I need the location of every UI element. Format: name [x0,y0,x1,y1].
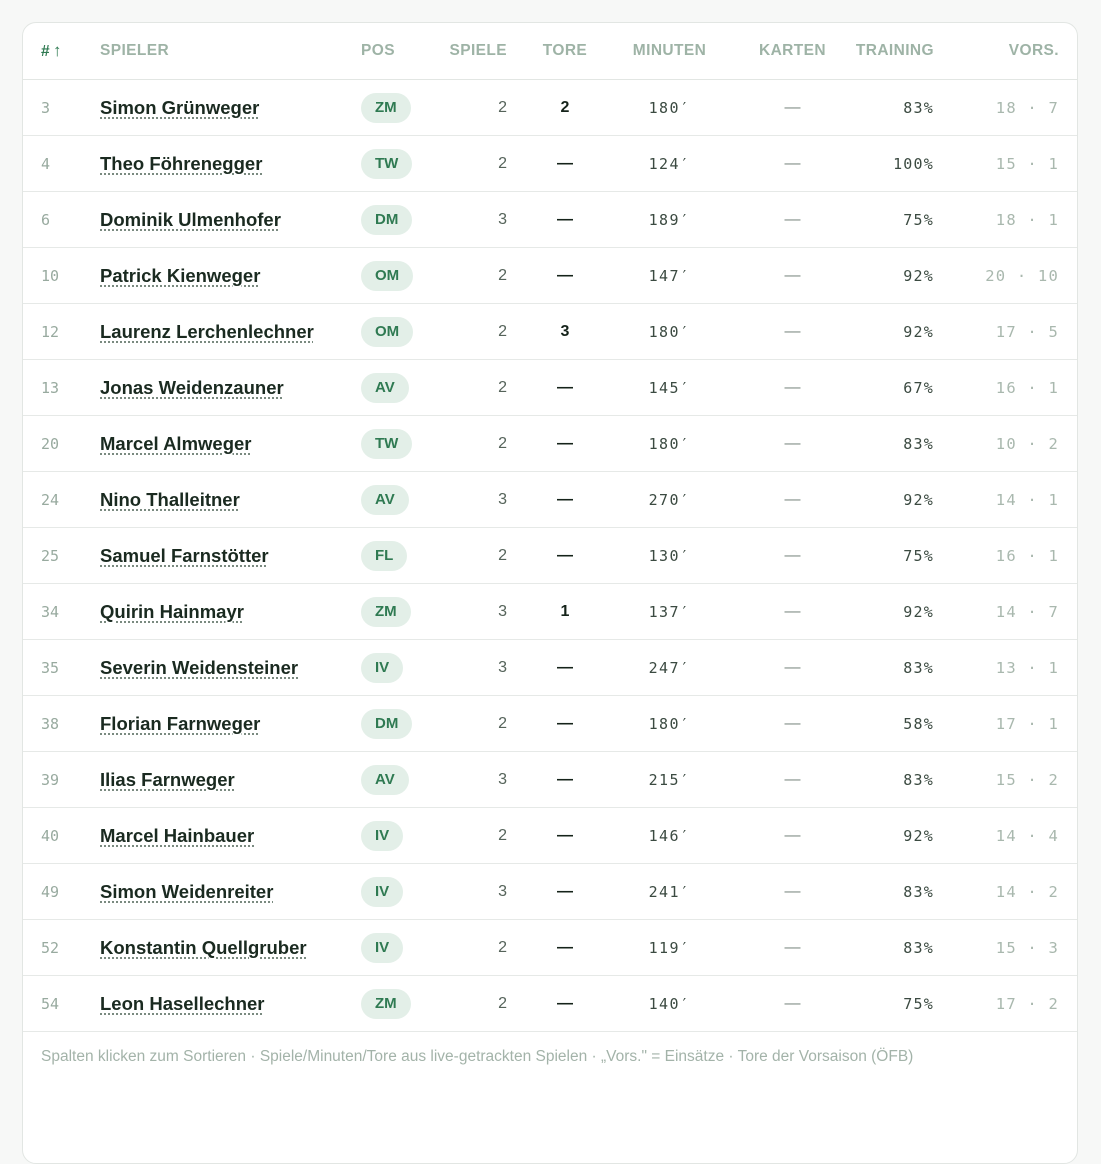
position-cell [361,416,439,472]
player-name-cell [100,640,361,696]
previous-season-stats: 15 · 3 [952,920,1077,976]
position-cell [361,360,439,416]
position-cell [361,920,439,976]
games-count: 2 [439,248,519,304]
position-badge: AV [361,765,409,795]
cards-count: — [728,584,833,640]
minutes-played: 147′ [611,248,728,304]
table-row[interactable] [23,584,1077,640]
minutes-played: 180′ [611,696,728,752]
previous-season-stats: 15 · 2 [952,752,1077,808]
table-row[interactable] [23,640,1077,696]
games-count: 2 [439,304,519,360]
player-number: 24 [23,472,100,528]
minutes-played: 189′ [611,192,728,248]
position-badge: OM [361,261,413,291]
player-number: 40 [23,808,100,864]
previous-season-stats: 18 · 1 [952,192,1077,248]
table-row[interactable] [23,696,1077,752]
games-count: 3 [439,864,519,920]
squad-stats-table [23,23,1077,1032]
table-header [23,23,1077,80]
goals-count: — [519,360,611,416]
table-row[interactable] [23,528,1077,584]
training-attendance: 92% [833,304,952,360]
player-name-link[interactable]: Laurenz Lerchenlechner [100,320,314,342]
previous-season-stats: 17 · 2 [952,976,1077,1032]
player-number: 3 [23,80,100,136]
player-name-link[interactable]: Marcel Almweger [100,432,252,454]
position-badge: AV [361,373,409,403]
player-name-link[interactable]: Dominik Ulmenhofer [100,208,281,230]
table-row[interactable] [23,416,1077,472]
player-number: 52 [23,920,100,976]
cards-count: — [728,248,833,304]
player-name-link[interactable]: Severin Weidensteiner [100,656,299,678]
previous-season-stats: 14 · 1 [952,472,1077,528]
player-name-cell [100,304,361,360]
previous-season-stats: 16 · 1 [952,360,1077,416]
player-name-cell [100,248,361,304]
table-row[interactable] [23,304,1077,360]
player-name-cell [100,864,361,920]
player-number: 54 [23,976,100,1032]
goals-count: — [519,528,611,584]
training-attendance: 92% [833,248,952,304]
table-row[interactable] [23,360,1077,416]
goals-count: — [519,752,611,808]
games-count: 2 [439,976,519,1032]
goals-count: — [519,864,611,920]
minutes-played: 180′ [611,304,728,360]
games-count: 2 [439,528,519,584]
minutes-played: 215′ [611,752,728,808]
player-number: 34 [23,584,100,640]
position-badge: FL [361,541,407,571]
table-row[interactable] [23,864,1077,920]
position-badge: IV [361,821,403,851]
position-badge: IV [361,877,403,907]
position-cell [361,304,439,360]
player-number: 10 [23,248,100,304]
previous-season-stats: 16 · 1 [952,528,1077,584]
header-cards[interactable]: KARTEN [728,23,833,80]
previous-season-stats: 14 · 2 [952,864,1077,920]
goals-count: — [519,248,611,304]
player-name-cell [100,976,361,1032]
training-attendance: 75% [833,528,952,584]
player-number: 13 [23,360,100,416]
position-cell [361,976,439,1032]
previous-season-stats: 15 · 1 [952,136,1077,192]
position-cell [361,640,439,696]
player-name-link[interactable]: Jonas Weidenzauner [100,376,284,398]
previous-season-stats: 10 · 2 [952,416,1077,472]
goals-count: — [519,696,611,752]
goals-count: — [519,640,611,696]
header-minutes[interactable]: MINUTEN [611,23,728,80]
table-footnote: Spalten klicken zum Sortieren · Spiele/Minuten/Tore aus live-getrackten Spielen · „Vors." = Einsätze · Tore der Vorsaison (ÖFB) [41,1048,914,1065]
training-attendance: 75% [833,192,952,248]
position-cell [361,696,439,752]
training-attendance: 92% [833,808,952,864]
games-count: 2 [439,80,519,136]
player-name-cell [100,528,361,584]
header-previous-season[interactable]: VORS. [952,23,1077,80]
player-number: 25 [23,528,100,584]
previous-season-stats: 13 · 1 [952,640,1077,696]
player-number: 39 [23,752,100,808]
player-name-link[interactable]: Ilias Farnweger [100,768,235,790]
player-number: 35 [23,640,100,696]
sort-ascending-icon: ↑ [53,41,62,60]
goals-count: — [519,136,611,192]
minutes-played: 247′ [611,640,728,696]
cards-count: — [728,864,833,920]
table-row[interactable] [23,752,1077,808]
minutes-played: 270′ [611,472,728,528]
squad-stats-card [22,22,1078,1164]
header-goals[interactable]: TORE [519,23,611,80]
player-number: 6 [23,192,100,248]
cards-count: — [728,136,833,192]
position-cell [361,584,439,640]
training-attendance: 83% [833,640,952,696]
table-row[interactable] [23,192,1077,248]
minutes-played: 180′ [611,416,728,472]
training-attendance: 92% [833,472,952,528]
cards-count: — [728,976,833,1032]
player-name-cell [100,752,361,808]
table-row[interactable] [23,80,1077,136]
games-count: 2 [439,920,519,976]
position-cell [361,864,439,920]
cards-count: — [728,808,833,864]
position-badge: TW [361,149,412,179]
position-cell [361,528,439,584]
position-badge: TW [361,429,412,459]
player-name-link[interactable]: Leon Hasellechner [100,992,265,1014]
cards-count: — [728,80,833,136]
training-attendance: 58% [833,696,952,752]
position-cell [361,248,439,304]
previous-season-stats: 17 · 5 [952,304,1077,360]
cards-count: — [728,752,833,808]
position-cell [361,192,439,248]
position-badge: ZM [361,93,411,123]
goals-count: — [519,808,611,864]
table-row[interactable] [23,920,1077,976]
cards-count: — [728,696,833,752]
goals-count: 3 [519,304,611,360]
goals-count: 1 [519,584,611,640]
previous-season-stats: 17 · 1 [952,696,1077,752]
training-attendance: 92% [833,584,952,640]
player-number: 20 [23,416,100,472]
minutes-played: 124′ [611,136,728,192]
player-name-link[interactable]: Simon Grünweger [100,96,260,118]
table-body [23,80,1077,1032]
position-badge: DM [361,709,412,739]
position-cell [361,752,439,808]
position-badge: DM [361,205,412,235]
games-count: 3 [439,752,519,808]
games-count: 2 [439,416,519,472]
player-name-cell [100,808,361,864]
cards-count: — [728,472,833,528]
goals-count: — [519,920,611,976]
games-count: 3 [439,640,519,696]
goals-count: — [519,192,611,248]
minutes-played: 145′ [611,360,728,416]
goals-count: 2 [519,80,611,136]
training-attendance: 67% [833,360,952,416]
player-name-link[interactable]: Marcel Hainbauer [100,824,255,846]
player-name-cell [100,416,361,472]
cards-count: — [728,304,833,360]
cards-count: — [728,528,833,584]
player-name-link[interactable]: Quirin Hainmayr [100,600,244,622]
minutes-played: 137′ [611,584,728,640]
previous-season-stats: 18 · 7 [952,80,1077,136]
games-count: 3 [439,584,519,640]
games-count: 2 [439,136,519,192]
player-name-link[interactable]: Nino Thalleitner [100,488,240,510]
player-name-cell [100,472,361,528]
header-number[interactable] [23,23,100,80]
player-name-link[interactable]: Simon Weidenreiter [100,880,274,902]
player-name-cell [100,80,361,136]
training-attendance: 75% [833,976,952,1032]
training-attendance: 83% [833,752,952,808]
games-count: 2 [439,696,519,752]
table-row[interactable] [23,472,1077,528]
position-cell [361,808,439,864]
minutes-played: 130′ [611,528,728,584]
header-training[interactable]: TRAINING [833,23,952,80]
goals-count: — [519,976,611,1032]
table-row[interactable] [23,248,1077,304]
player-name-cell [100,136,361,192]
cards-count: — [728,920,833,976]
previous-season-stats: 20 · 10 [952,248,1077,304]
player-name-link[interactable]: Patrick Kienweger [100,264,261,286]
training-attendance: 83% [833,920,952,976]
player-name-link[interactable]: Konstantin Quellgruber [100,936,307,958]
player-name-cell [100,696,361,752]
games-count: 2 [439,360,519,416]
minutes-played: 180′ [611,80,728,136]
previous-season-stats: 14 · 4 [952,808,1077,864]
position-badge: OM [361,317,413,347]
header-position[interactable]: POS [361,23,439,80]
position-badge: ZM [361,989,411,1019]
games-count: 3 [439,472,519,528]
table-row[interactable] [23,808,1077,864]
position-badge: ZM [361,597,411,627]
cards-count: — [728,640,833,696]
position-cell [361,136,439,192]
minutes-played: 241′ [611,864,728,920]
player-number: 49 [23,864,100,920]
position-badge: IV [361,653,403,683]
player-number: 4 [23,136,100,192]
position-cell [361,472,439,528]
minutes-played: 140′ [611,976,728,1032]
training-attendance: 83% [833,80,952,136]
minutes-played: 119′ [611,920,728,976]
header-number-label: # [41,43,51,60]
cards-count: — [728,192,833,248]
cards-count: — [728,360,833,416]
player-name-link[interactable]: Florian Farnweger [100,712,261,734]
goals-count: — [519,416,611,472]
training-attendance: 83% [833,416,952,472]
training-attendance: 100% [833,136,952,192]
player-name-cell [100,360,361,416]
player-number: 12 [23,304,100,360]
player-number: 38 [23,696,100,752]
minutes-played: 146′ [611,808,728,864]
table-row[interactable] [23,976,1077,1032]
table-row[interactable] [23,136,1077,192]
position-badge: AV [361,485,409,515]
player-name-cell [100,920,361,976]
position-badge: IV [361,933,403,963]
training-attendance: 83% [833,864,952,920]
player-name-link[interactable]: Theo Föhrenegger [100,152,263,174]
previous-season-stats: 14 · 7 [952,584,1077,640]
player-name-link[interactable]: Samuel Farnstötter [100,544,269,566]
goals-count: — [519,472,611,528]
header-player[interactable]: SPIELER [100,23,361,80]
cards-count: — [728,416,833,472]
games-count: 2 [439,808,519,864]
position-cell [361,80,439,136]
header-games[interactable]: SPIELE [439,23,519,80]
games-count: 3 [439,192,519,248]
player-name-cell [100,192,361,248]
player-name-cell [100,584,361,640]
